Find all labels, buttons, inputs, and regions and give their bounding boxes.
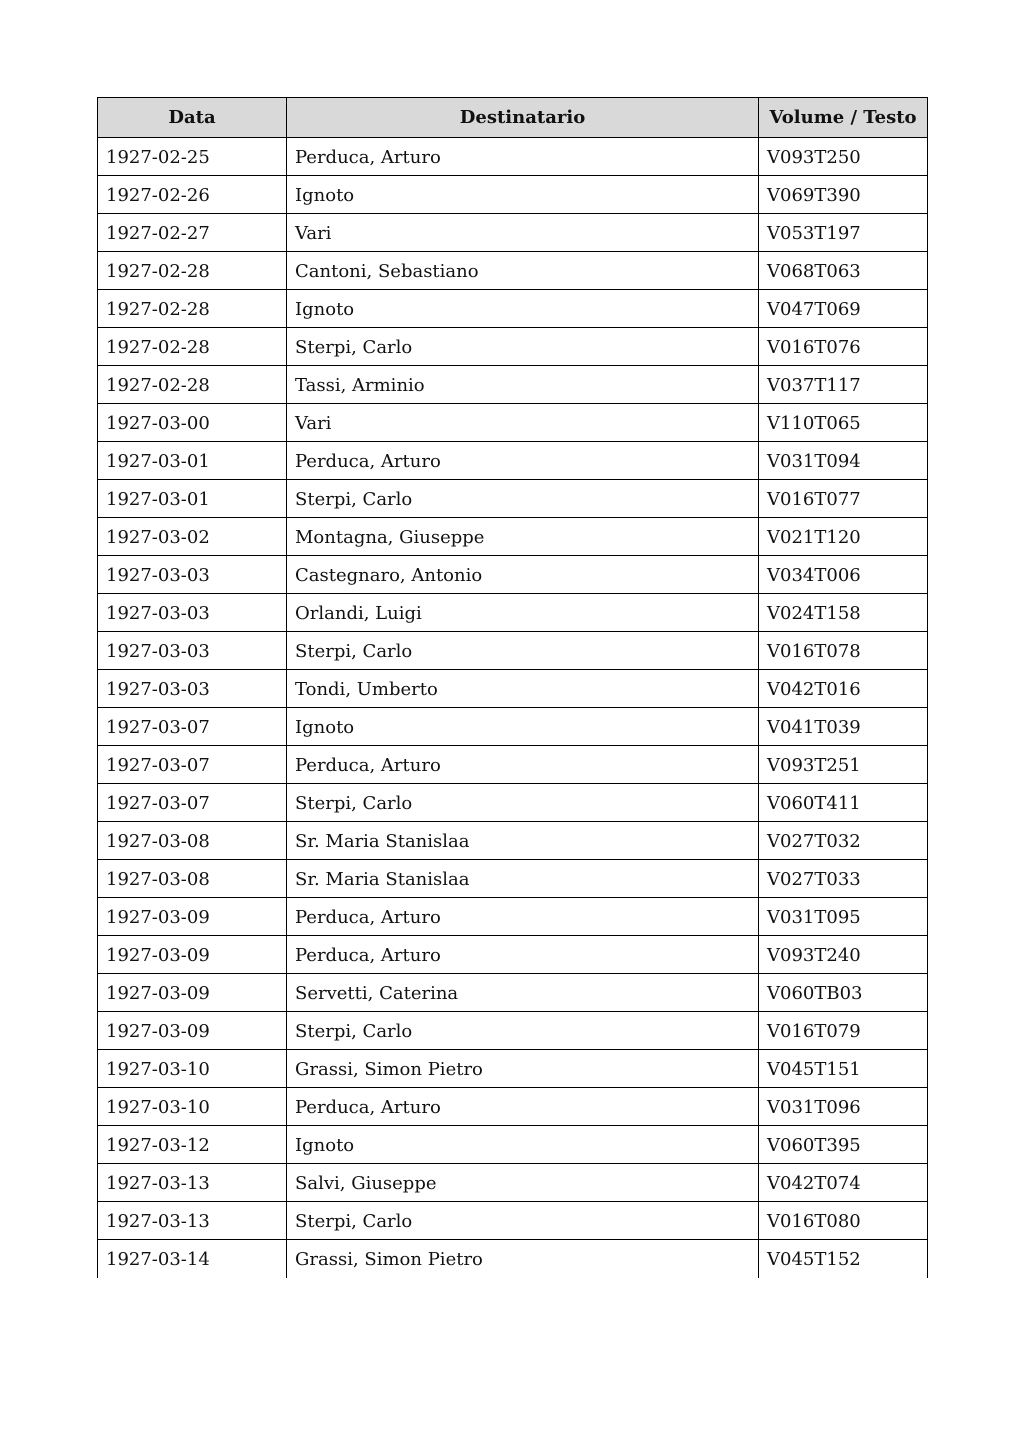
cell-date: 1927-03-03 [98, 670, 287, 708]
cell-recipient: Sterpi, Carlo [287, 480, 759, 518]
table-row [98, 138, 928, 176]
cell-date: 1927-03-14 [98, 1240, 287, 1278]
cell-recipient: Servetti, Caterina [287, 974, 759, 1012]
table-row [98, 708, 928, 746]
cell-recipient: Sterpi, Carlo [287, 632, 759, 670]
cell-volume: V016T076 [759, 328, 928, 366]
cell-volume: V016T079 [759, 1012, 928, 1050]
cell-recipient: Ignoto [287, 290, 759, 328]
cell-date: 1927-02-28 [98, 328, 287, 366]
cell-date: 1927-02-28 [98, 252, 287, 290]
cell-date: 1927-03-03 [98, 632, 287, 670]
cell-date: 1927-03-13 [98, 1202, 287, 1240]
cell-recipient: Perduca, Arturo [287, 138, 759, 176]
cell-date: 1927-03-09 [98, 898, 287, 936]
table-row [98, 480, 928, 518]
cell-volume: V045T152 [759, 1240, 928, 1278]
table-row [98, 1012, 928, 1050]
cell-volume: V060TB03 [759, 974, 928, 1012]
cell-volume: V031T096 [759, 1088, 928, 1126]
cell-recipient: Sr. Maria Stanislaa [287, 860, 759, 898]
table-row [98, 898, 928, 936]
cell-recipient: Cantoni, Sebastiano [287, 252, 759, 290]
cell-date: 1927-02-28 [98, 290, 287, 328]
cell-date: 1927-03-03 [98, 594, 287, 632]
cell-recipient: Sterpi, Carlo [287, 1012, 759, 1050]
cell-recipient: Perduca, Arturo [287, 936, 759, 974]
cell-volume: V093T251 [759, 746, 928, 784]
cell-date: 1927-03-07 [98, 746, 287, 784]
table-row [98, 252, 928, 290]
table-header [98, 98, 928, 138]
cell-volume: V069T390 [759, 176, 928, 214]
cell-volume: V034T006 [759, 556, 928, 594]
cell-recipient: Ignoto [287, 708, 759, 746]
cell-recipient: Castegnaro, Antonio [287, 556, 759, 594]
cell-recipient: Sterpi, Carlo [287, 328, 759, 366]
cell-date: 1927-02-27 [98, 214, 287, 252]
cell-date: 1927-03-09 [98, 936, 287, 974]
cell-volume: V042T074 [759, 1164, 928, 1202]
cell-recipient: Ignoto [287, 176, 759, 214]
cell-volume: V027T032 [759, 822, 928, 860]
cell-date: 1927-03-09 [98, 974, 287, 1012]
cell-volume: V037T117 [759, 366, 928, 404]
cell-volume: V031T094 [759, 442, 928, 480]
table-row [98, 594, 928, 632]
cell-recipient: Sr. Maria Stanislaa [287, 822, 759, 860]
cell-recipient: Vari [287, 404, 759, 442]
table-row [98, 670, 928, 708]
table-row [98, 176, 928, 214]
cell-recipient: Vari [287, 214, 759, 252]
cell-date: 1927-03-10 [98, 1088, 287, 1126]
cell-recipient: Perduca, Arturo [287, 1088, 759, 1126]
table-row [98, 366, 928, 404]
header-row [98, 98, 928, 138]
cell-volume: V045T151 [759, 1050, 928, 1088]
cell-recipient: Ignoto [287, 1126, 759, 1164]
cell-volume: V031T095 [759, 898, 928, 936]
cell-volume: V053T197 [759, 214, 928, 252]
cell-volume: V016T078 [759, 632, 928, 670]
cell-volume: V068T063 [759, 252, 928, 290]
cell-recipient: Sterpi, Carlo [287, 1202, 759, 1240]
table-row [98, 784, 928, 822]
table-row [98, 290, 928, 328]
cell-recipient: Perduca, Arturo [287, 746, 759, 784]
table-row [98, 1202, 928, 1240]
table-row [98, 1050, 928, 1088]
table-row [98, 1088, 928, 1126]
header-volume: Volume / Testo [759, 98, 928, 138]
cell-volume: V110T065 [759, 404, 928, 442]
cell-volume: V093T250 [759, 138, 928, 176]
table-row [98, 518, 928, 556]
table-row [98, 1240, 928, 1278]
cell-date: 1927-03-07 [98, 708, 287, 746]
table-row [98, 860, 928, 898]
table-row [98, 328, 928, 366]
header-date: Data [98, 98, 287, 138]
cell-recipient: Perduca, Arturo [287, 442, 759, 480]
cell-volume: V060T411 [759, 784, 928, 822]
table-row [98, 1164, 928, 1202]
cell-volume: V016T077 [759, 480, 928, 518]
cell-volume: V041T039 [759, 708, 928, 746]
cell-recipient: Tondi, Umberto [287, 670, 759, 708]
cell-date: 1927-03-09 [98, 1012, 287, 1050]
table-row [98, 936, 928, 974]
cell-recipient: Sterpi, Carlo [287, 784, 759, 822]
cell-volume: V047T069 [759, 290, 928, 328]
cell-recipient: Perduca, Arturo [287, 898, 759, 936]
cell-recipient: Grassi, Simon Pietro [287, 1050, 759, 1088]
table-body [98, 138, 928, 1278]
table-row [98, 556, 928, 594]
cell-volume: V093T240 [759, 936, 928, 974]
cell-date: 1927-03-10 [98, 1050, 287, 1088]
cell-recipient: Salvi, Giuseppe [287, 1164, 759, 1202]
table-row [98, 632, 928, 670]
table-row [98, 1126, 928, 1164]
cell-volume: V021T120 [759, 518, 928, 556]
cell-date: 1927-03-01 [98, 442, 287, 480]
cell-volume: V027T033 [759, 860, 928, 898]
cell-date: 1927-02-28 [98, 366, 287, 404]
table-row [98, 822, 928, 860]
cell-date: 1927-03-08 [98, 860, 287, 898]
cell-date: 1927-03-02 [98, 518, 287, 556]
table-row [98, 442, 928, 480]
cell-recipient: Orlandi, Luigi [287, 594, 759, 632]
table-row [98, 974, 928, 1012]
cell-date: 1927-03-00 [98, 404, 287, 442]
cell-volume: V042T016 [759, 670, 928, 708]
table-row [98, 404, 928, 442]
cell-volume: V024T158 [759, 594, 928, 632]
cell-date: 1927-02-25 [98, 138, 287, 176]
table-row [98, 746, 928, 784]
cell-date: 1927-03-07 [98, 784, 287, 822]
cell-date: 1927-03-01 [98, 480, 287, 518]
cell-date: 1927-02-26 [98, 176, 287, 214]
table-row [98, 214, 928, 252]
letters-table [97, 97, 928, 1278]
cell-recipient: Tassi, Arminio [287, 366, 759, 404]
cell-date: 1927-03-13 [98, 1164, 287, 1202]
cell-date: 1927-03-03 [98, 556, 287, 594]
cell-date: 1927-03-12 [98, 1126, 287, 1164]
cell-recipient: Montagna, Giuseppe [287, 518, 759, 556]
cell-recipient: Grassi, Simon Pietro [287, 1240, 759, 1278]
header-recipient: Destinatario [287, 98, 759, 138]
cell-date: 1927-03-08 [98, 822, 287, 860]
cell-volume: V016T080 [759, 1202, 928, 1240]
cell-volume: V060T395 [759, 1126, 928, 1164]
